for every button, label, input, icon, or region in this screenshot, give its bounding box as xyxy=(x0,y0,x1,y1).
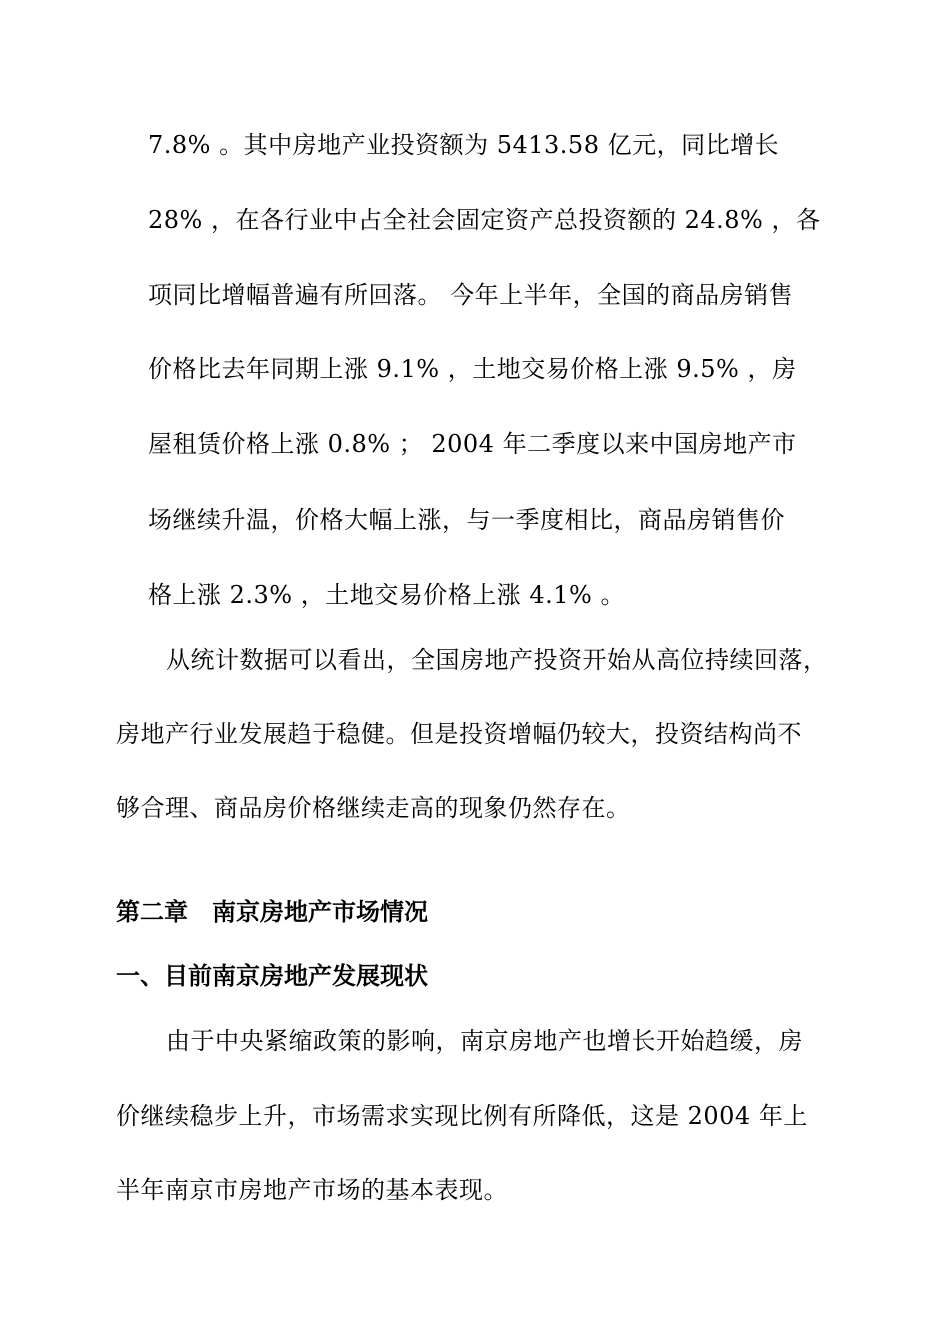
paragraph-line: 价格比去年同期上涨 9.1% ，土地交易价格上涨 9.5% ，房 xyxy=(148,355,797,383)
section-heading: 一、目前南京房地产发展现状 xyxy=(116,962,428,990)
paragraph-line: 7.8% 。其中房地产业投资额为 5413.58 亿元，同比增长 xyxy=(148,131,780,159)
paragraph-line: 够合理、商品房价格继续走高的现象仍然存在。 xyxy=(116,794,631,822)
paragraph-line: 房地产行业发展趋于稳健。但是投资增幅仍较大，投资结构尚不 xyxy=(116,720,802,748)
paragraph-line: 场继续升温，价格大幅上涨，与一季度相比，商品房销售价 xyxy=(148,506,785,534)
paragraph-line: 从统计数据可以看出，全国房地产投资开始从高位持续回落， xyxy=(166,646,828,674)
chapter-heading: 第二章 南京房地产市场情况 xyxy=(116,898,428,926)
paragraph-line: 28% ，在各行业中占全社会固定资产总投资额的 24.8% ，各 xyxy=(148,206,821,234)
paragraph-line: 格上涨 2.3% ，土地交易价格上涨 4.1% 。 xyxy=(148,581,625,609)
paragraph-line: 屋租赁价格上涨 0.8% ； 2004 年二季度以来中国房地产市 xyxy=(148,430,797,458)
paragraph-line: 价继续稳步上升，市场需求实现比例有所降低，这是 2004 年上 xyxy=(116,1102,808,1130)
paragraph-line: 半年南京市房地产市场的基本表现。 xyxy=(116,1176,508,1204)
paragraph-line: 项同比增幅普遍有所回落。 今年上半年，全国的商品房销售 xyxy=(148,281,794,309)
paragraph-line: 由于中央紧缩政策的影响，南京房地产也增长开始趋缓，房 xyxy=(166,1027,803,1055)
